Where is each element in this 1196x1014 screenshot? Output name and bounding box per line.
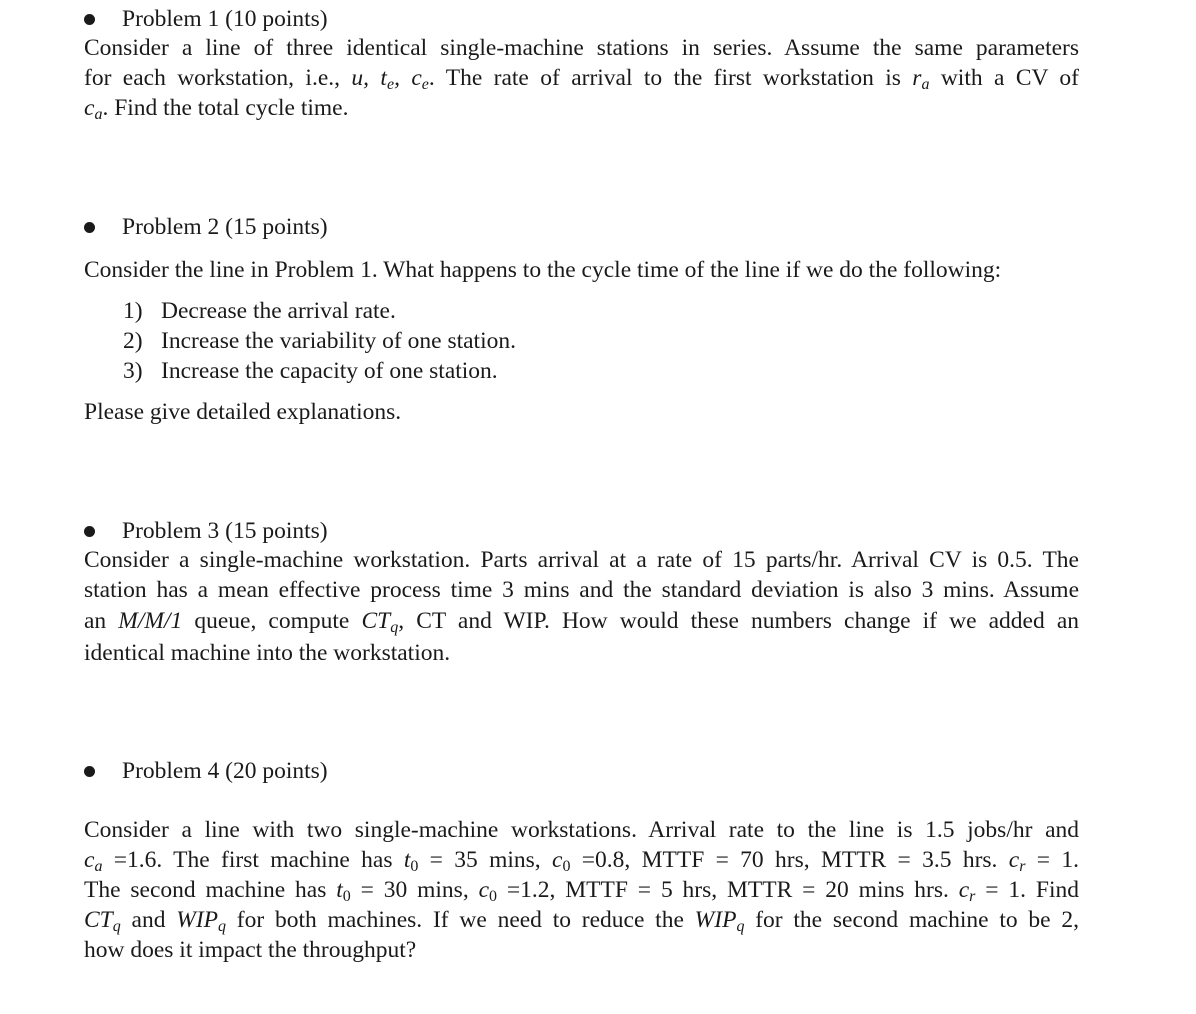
problem-1-title: Problem 1 (10 points) — [122, 6, 328, 32]
problem-4-line-2: $c_a =1.6$. The first machine has $t_0 = 35$ mins, $c_0 =0.8$, MTTF = 70 hrs, MTTR = 3.5 hrs. $c_r = 1$. — [84, 847, 1079, 875]
problem-1-heading — [84, 4, 328, 34]
problem-3-text — [84, 545, 1079, 668]
problem-2-intro: Consider the line in Problem 1. What happens to the cycle time of the line if we do the following: — [84, 257, 1002, 283]
problem-2-list — [123, 296, 516, 386]
problem-1-text — [84, 33, 1079, 123]
problem-3-line-1: Consider a single-machine workstation. Parts arrival at a rate of 15 parts/hr. Arrival CV is 0.5. The — [84, 547, 1079, 573]
problem-3-line-4: identical machine into the workstation. — [84, 640, 451, 666]
list-item: 2) Increase the variability of one station. — [123, 328, 516, 354]
problem-4-line-5: how does it impact the throughput? — [84, 937, 417, 963]
problem-2-heading — [84, 212, 328, 242]
list-item: 1) Decrease the arrival rate. — [123, 298, 396, 324]
problem-4-title: Problem 4 (20 points) — [122, 758, 328, 784]
bullet-icon — [84, 14, 95, 25]
bullet-icon — [84, 526, 95, 537]
problem-2-title: Problem 2 (15 points) — [122, 214, 328, 240]
problem-1-line-2: for each workstation, i.e., u, $t_e$, $c_e$. The rate of arrival to the first workstation is $r_a$ with a CV of — [84, 65, 1079, 93]
problem-3-title: Problem 3 (15 points) — [122, 518, 328, 544]
problem-3-line-3: an M/M/1 queue, compute $CT_q$, CT and WIP. How would these numbers change if we added an — [84, 608, 1080, 636]
problem-1-line-1: Consider a line of three identical single-machine stations in series. Assume the same parameters — [84, 35, 1079, 61]
problem-1-line-3: $c_a$. Find the total cycle time. — [84, 95, 349, 123]
bullet-icon — [84, 222, 95, 233]
problem-3-heading — [84, 516, 328, 546]
bullet-icon — [84, 766, 95, 777]
problem-4-line-1: Consider a line with two single-machine workstations. Arrival rate to the line is 1.5 jobs/hr and — [84, 817, 1079, 843]
problem-2-outro: Please give detailed explanations. — [84, 399, 402, 425]
problem-4-line-3: The second machine has $t_0 = 30$ mins, $c_0 =1.2$, MTTF = 5 hrs, MTTR = 20 mins hrs. $c_r = 1$. Find — [84, 877, 1080, 905]
problem-4-heading — [84, 756, 328, 786]
problem-4-line-4: $CT_q$ and $WIP_q$ for both machines. If we need to reduce the $WIP_q$ for the second machine to be 2, — [84, 907, 1079, 935]
problem-4-text — [84, 815, 1079, 965]
list-item: 3) Increase the capacity of one station. — [123, 358, 498, 384]
problem-3-line-2: station has a mean effective process time 3 mins and the standard deviation is also 3 mins. Assume — [84, 577, 1079, 603]
